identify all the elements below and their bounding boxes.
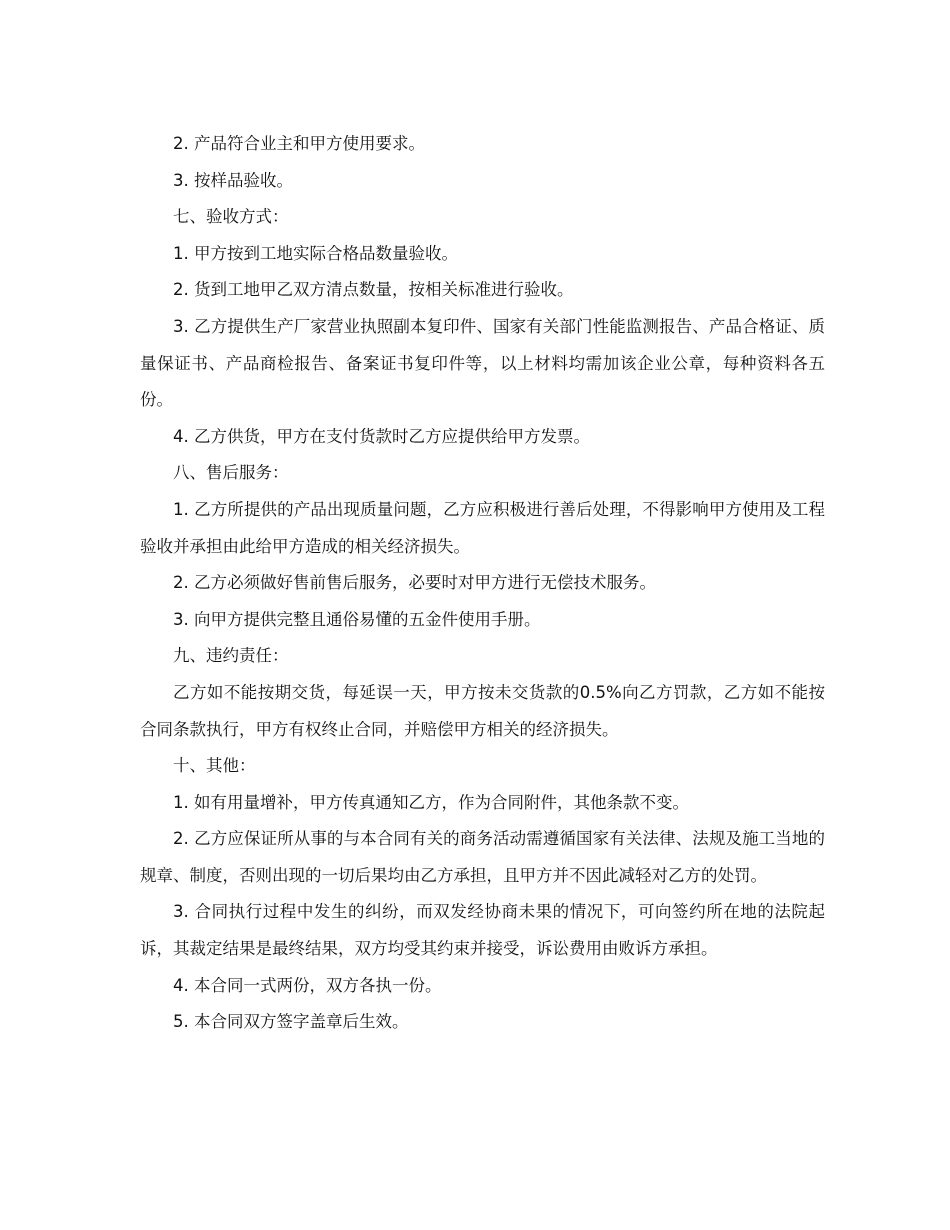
clause-acceptance-1: 1. 甲方按到工地实际合格品数量验收。 — [173, 243, 458, 263]
clause-acceptance-4: 4. 乙方供货，甲方在支付货款时乙方应提供给甲方发票。 — [173, 426, 590, 446]
clause-other-3: 3. 合同执行过程中发生的纠纷，而双发经协商未果的情况下，可向签约所在地的法院起诉，其裁定结果是最终结果，双方均受其约束并接受，诉讼费用由败诉方承担。 — [140, 902, 825, 959]
clause-other-2: 2. 乙方应保证所从事的与本合同有关的商务活动需遵循国家有关法律、法规及施工当地的规章、制度，否则出现的一切后果均由乙方承担，且甲方并不因此减轻对乙方的处罚。 — [140, 829, 825, 885]
document-body — [140, 126, 825, 1041]
clause-after-sales-2: 2. 乙方必须做好售前售后服务，必要时对甲方进行无偿技术服务。 — [173, 573, 656, 593]
clause-acceptance-3: 3. 乙方提供生产厂家营业执照副本复印件、国家有关部门性能监测报告、产品合格证、质量保证书、产品商检报告、备案证书复印件等，以上材料均需加该企业公章，每种资料各五份。 — [140, 316, 825, 410]
clause-other-4: 4. 本合同一式两份，双方各执一份。 — [173, 975, 442, 995]
clause-quality-2: 2. 产品符合业主和甲方使用要求。 — [173, 134, 425, 153]
clause-after-sales-1: 1. 乙方所提供的产品出现质量问题，乙方应积极进行善后处理，不得影响甲方使用及工程验收并承担由此给甲方造成的相关经济损失。 — [140, 499, 825, 556]
section-heading-other: 十、其他： — [173, 756, 256, 776]
clause-liability: 乙方如不能按期交货，每延误一天，甲方按未交货款的0.5%向乙方罚款，乙方如不能按合同条款执行，甲方有权终止合同，并赔偿甲方相关的经济损失。 — [140, 682, 825, 739]
section-heading-liability: 九、违约责任： — [173, 646, 289, 666]
clause-quality-3: 3. 按样品验收。 — [173, 170, 293, 190]
clause-acceptance-2: 2. 货到工地甲乙双方清点数量，按相关标准进行验收。 — [173, 280, 574, 300]
section-heading-acceptance: 七、验收方式： — [173, 207, 289, 227]
clause-other-5: 5. 本合同双方签字盖章后生效。 — [173, 1012, 409, 1032]
clause-after-sales-3: 3. 向甲方提供完整且通俗易懂的五金件使用手册。 — [173, 609, 541, 629]
section-heading-after-sales: 八、售后服务： — [173, 463, 289, 483]
clause-other-1: 1. 如有用量增补，甲方传真通知乙方，作为合同附件，其他条款不变。 — [173, 792, 689, 812]
